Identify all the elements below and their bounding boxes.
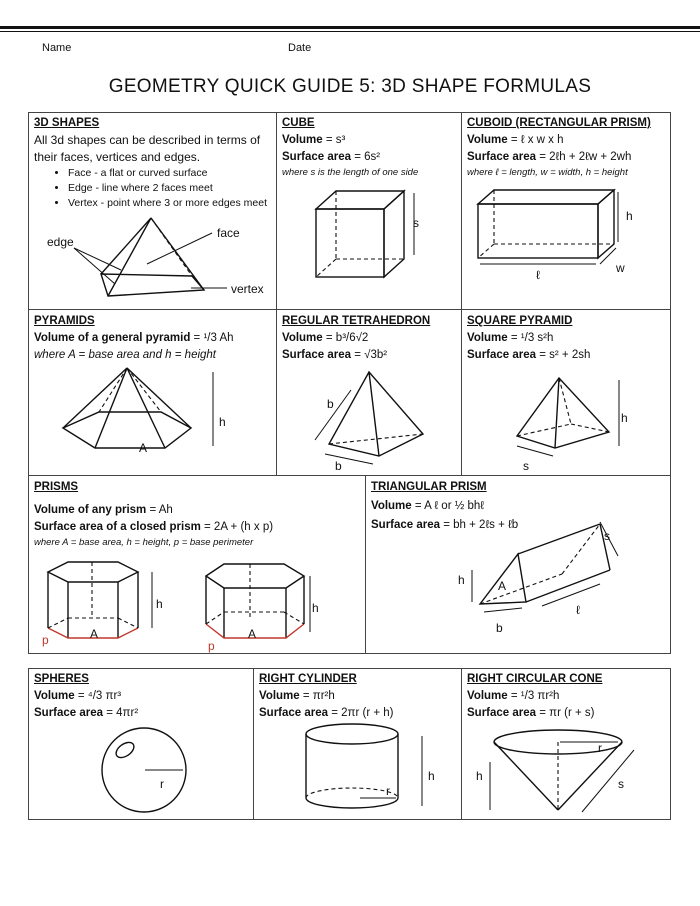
area-formula: = 6s² (351, 151, 381, 163)
s-label: s (523, 459, 529, 473)
cell-pyramids (29, 311, 276, 366)
area-label: Surface area (282, 349, 352, 361)
pyramids-note: where A = base area and h = height (34, 349, 217, 361)
shape-terms-list (34, 166, 271, 211)
volume-formula: = ¹/3 πr²h (507, 690, 560, 702)
cuboid-diagram (466, 182, 666, 287)
volume-label: Volume (371, 500, 412, 512)
a-label: A (498, 579, 507, 593)
side-label: s (413, 216, 419, 230)
volume-label: Volume (467, 332, 508, 344)
triangular-prism-diagram (450, 518, 665, 648)
volume-formula: = ¹/3 s²h (507, 332, 554, 344)
h-label: h (156, 597, 163, 611)
h-label: h (476, 769, 483, 783)
list-item: • Edge - line where 2 faces meet (68, 181, 271, 196)
volume-formula: = ℓ x w x h (507, 134, 564, 146)
heading-spheres: SPHERES (34, 673, 89, 685)
cylinder-volume (259, 688, 456, 705)
cell-prisms (29, 477, 365, 551)
cone-area (467, 705, 666, 722)
vertex-label: vertex (231, 282, 264, 296)
cuboid-note: where ℓ = length, w = width, h = height (467, 167, 628, 178)
pyramid-parts-diagram (29, 212, 276, 308)
area-formula: = s² + 2sh (536, 349, 591, 361)
cube-note: where s is the length of one side (282, 167, 419, 178)
area-formula: = 2ℓh + 2ℓw + 2wh (536, 151, 632, 163)
list-item: • Face - a flat or curved surface (68, 166, 271, 181)
b-label-slant: b (327, 397, 334, 411)
prism-diagram-2 (200, 562, 350, 657)
r-label: r (386, 784, 390, 798)
area-label: Surface area (467, 151, 537, 163)
cell-cylinder (254, 669, 461, 724)
square-pyramid-diagram (505, 374, 655, 474)
volume-label: Volume (467, 134, 508, 146)
top-rule-thick (0, 26, 700, 29)
area-formula: = √3b² (351, 349, 388, 361)
sphere-area (34, 705, 248, 722)
cube-area (282, 149, 456, 166)
date-label: Date (288, 42, 312, 54)
row-divider-1 (28, 309, 671, 310)
tetrahedron-diagram (305, 368, 455, 473)
area-label: Surface area (371, 519, 441, 531)
volume-label: Volume (282, 134, 323, 146)
cell-cube (277, 113, 461, 181)
prisms-volume (34, 502, 360, 519)
name-label: Name (42, 42, 72, 54)
area-formula: = bh + 2ℓs + ℓb (440, 519, 519, 531)
list-item: • Vertex - point where 3 or more edges meet (68, 196, 271, 211)
volume-label: Volume of a general pyramid (34, 332, 191, 344)
prisms-note: where A = base area, h = height, p = base perimeter (34, 537, 254, 548)
area-label: Surface area (34, 707, 104, 719)
triprism-volume (371, 498, 666, 515)
tetra-volume (282, 330, 456, 347)
heading-triangular-prism: TRIANGULAR PRISM (371, 481, 487, 493)
cuboid-area (467, 149, 666, 166)
volume-label: Volume (282, 332, 323, 344)
edge-label: edge (47, 235, 74, 249)
heading-pyramids: PYRAMIDS (34, 315, 95, 327)
top-rule-thin (0, 31, 700, 32)
sphere-volume (34, 688, 248, 705)
volume-formula: = πr²h (299, 690, 335, 702)
area-label: Surface area (467, 349, 537, 361)
h-label: h (621, 411, 628, 425)
p-label: p (208, 639, 215, 653)
cell-cone (462, 669, 671, 724)
l-label: ℓ (536, 268, 540, 282)
area-formula: = 2A + (h x p) (200, 521, 274, 533)
heading-square-pyramid: SQUARE PYRAMID (467, 315, 573, 327)
cuboid-volume (467, 132, 666, 149)
pyramids-volume (34, 330, 271, 347)
l-label: ℓ (576, 603, 580, 617)
p-label: p (42, 633, 49, 647)
h-label: h (458, 573, 465, 587)
h-label: h (219, 415, 226, 429)
a-label: A (139, 441, 148, 455)
cell-spheres (29, 669, 253, 724)
b-label-base: b (335, 459, 342, 473)
volume-formula: = ⁴/3 πr³ (74, 690, 122, 702)
area-label: Surface area (282, 151, 352, 163)
face-label: face (217, 226, 240, 240)
row-divider-2 (28, 475, 671, 476)
area-label: Surface area (467, 707, 537, 719)
volume-label: Volume (259, 690, 300, 702)
prism-diagram-1 (34, 558, 184, 653)
heading-cuboid: CUBOID (RECTANGULAR PRISM) (467, 117, 651, 129)
intro-text: All 3d shapes can be described in terms of their faces, vertices and edges. (34, 133, 261, 164)
cone-diagram (468, 722, 668, 818)
heading-prisms: PRISMS (34, 481, 79, 493)
a-label: A (248, 627, 257, 641)
heading-tetrahedron: REGULAR TETRAHEDRON (282, 315, 431, 327)
volume-label: Volume (34, 690, 75, 702)
prisms-area (34, 519, 360, 536)
page-title: GEOMETRY QUICK GUIDE 5: 3D SHAPE FORMULAS (108, 76, 592, 97)
area-formula: = 4πr² (103, 707, 139, 719)
tetra-area (282, 347, 456, 364)
hexagonal-pyramid-diagram (55, 364, 265, 464)
heading-cube: CUBE (282, 117, 315, 129)
volume-formula: = A ℓ or ½ bhℓ (411, 500, 485, 512)
b-label: b (496, 621, 503, 635)
area-label: Surface area (259, 707, 329, 719)
cell-square-pyramid (462, 311, 671, 366)
area-formula: = 2πr (r + h) (328, 707, 394, 719)
a-label: A (90, 627, 99, 641)
cube-volume (282, 132, 456, 149)
cell-tetrahedron (277, 311, 461, 366)
cell-3d-shapes (29, 113, 276, 213)
r-label: r (598, 741, 602, 755)
w-label: w (616, 261, 625, 275)
cone-volume (467, 688, 666, 705)
sqpyr-volume (467, 330, 666, 347)
volume-formula: = b³/6√2 (322, 332, 369, 344)
heading-cone: RIGHT CIRCULAR CONE (467, 673, 603, 685)
h-label: h (312, 601, 319, 615)
h-label: h (626, 209, 633, 223)
area-label: Surface area of a closed prism (34, 521, 201, 533)
cylinder-diagram (300, 720, 450, 816)
volume-formula: = s³ (322, 134, 346, 146)
cell-cuboid (462, 113, 671, 181)
h-label: h (428, 769, 435, 783)
s-label: s (604, 529, 610, 543)
sphere-diagram (95, 722, 215, 818)
volume-label: Volume (467, 690, 508, 702)
heading-cylinder: RIGHT CYLINDER (259, 673, 357, 685)
heading-3d-shapes: 3D SHAPES (34, 117, 100, 129)
cube-diagram (300, 185, 440, 295)
area-formula: = πr (r + s) (536, 707, 595, 719)
volume-label: Volume of any prism (34, 504, 147, 516)
sqpyr-area (467, 347, 666, 364)
s-label: s (618, 777, 624, 791)
volume-formula: = Ah (146, 504, 173, 516)
volume-formula: = ¹/3 Ah (190, 332, 234, 344)
r-label: r (160, 777, 164, 791)
